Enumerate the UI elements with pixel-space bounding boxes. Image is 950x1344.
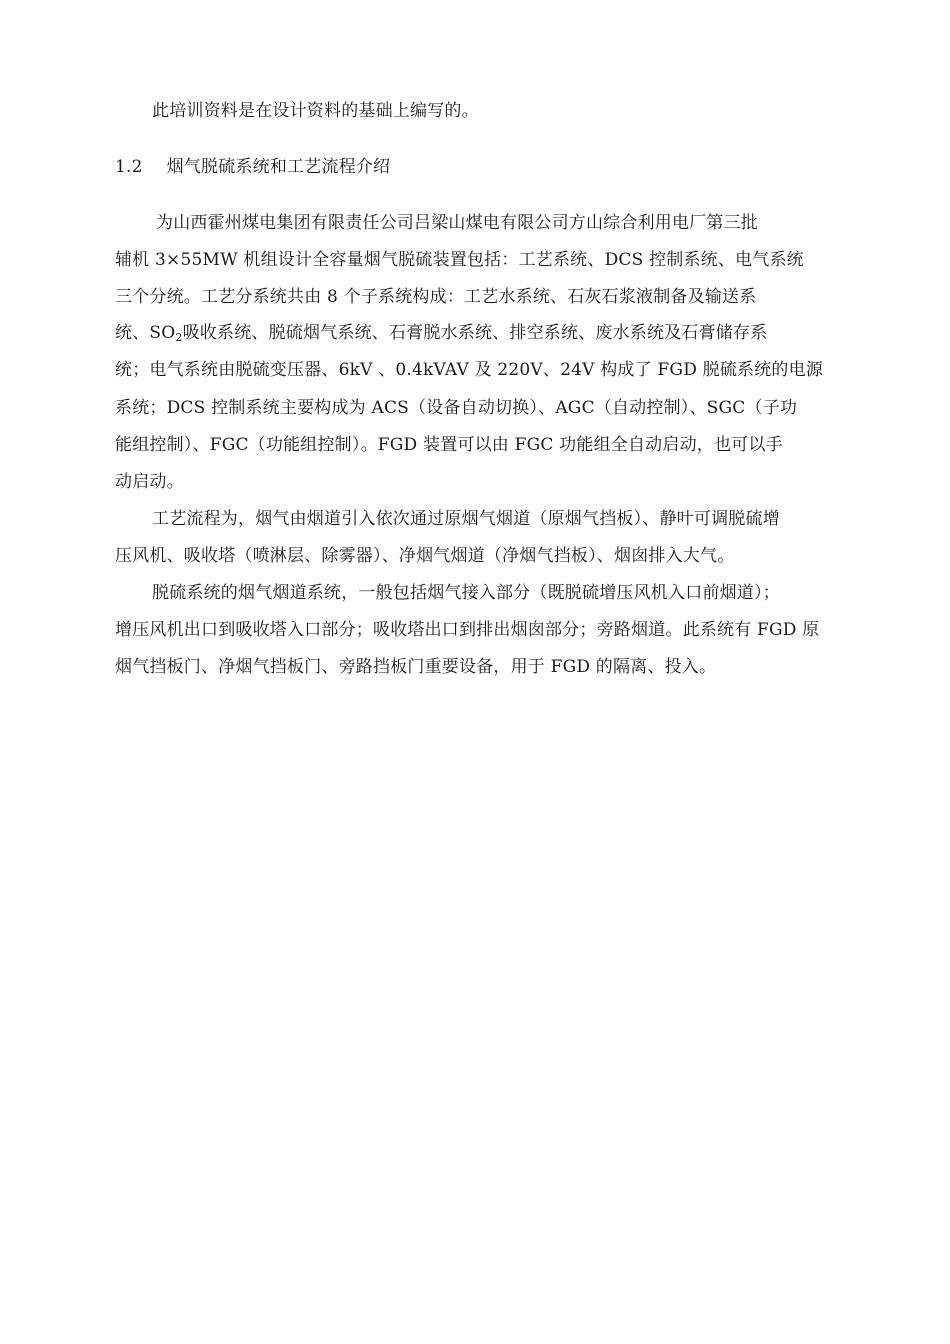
text-segment: 统、SO — [115, 323, 176, 343]
paragraph-line: 增压风机出口到吸收塔入口部分；吸收塔出口到排出烟囱部分；旁路烟道。此系统有 FGD 原 — [115, 620, 820, 640]
paragraph-line — [115, 322, 767, 349]
paragraph-line: 烟气挡板门、净烟气挡板门、旁路挡板门重要设备，用于 FGD 的隔离、投入。 — [115, 657, 717, 677]
paragraph-line: 脱硫系统的烟气烟道系统，一般包括烟气接入部分（既脱硫增压风机入口前烟道）； — [152, 583, 780, 603]
intro-line: 此培训资料是在设计资料的基础上编写的。 — [152, 101, 479, 121]
section-number: 1.2 — [115, 157, 143, 177]
text-segment: 吸收系统、脱硫烟气系统、石膏脱水系统、排空系统、废水系统及石膏储存系 — [182, 323, 768, 343]
paragraph-line: 压风机、吸收塔（喷淋层、除雾器）、净烟气烟道（净烟气挡板）、烟囱排入大气。 — [115, 546, 735, 566]
paragraph-line: 能组控制）、FGC（功能组控制）。FGD 装置可以由 FGC 功能组全自动启动，也可以手 — [115, 435, 783, 455]
paragraph-line: 动启动。 — [115, 472, 184, 492]
paragraph-line: 系统；DCS 控制系统主要构成为 ACS（设备自动切换）、AGC（自动控制）、SGC（子功 — [115, 398, 798, 418]
section-heading — [115, 156, 390, 178]
subscript: 2 — [175, 331, 183, 344]
paragraph-line: 工艺流程为，烟气由烟道引入依次通过原烟气烟道（原烟气挡板）、静叶可调脱硫增 — [152, 509, 780, 529]
paragraph-line: 辅机 3×55MW 机组设计全容量烟气脱硫装置包括：工艺系统、DCS 控制系统、电气系统 — [115, 250, 804, 270]
paragraph-line: 三个分统。工艺分系统共由 8 个子系统构成：工艺水系统、石灰石浆液制备及输送系 — [115, 287, 757, 307]
paragraph-line: 为山西霍州煤电集团有限责任公司吕梁山煤电有限公司方山综合利用电厂第三批 — [156, 213, 758, 233]
section-title: 烟气脱硫系统和工艺流程介绍 — [166, 157, 391, 177]
paragraph-line: 统；电气系统由脱硫变压器、6kV 、0.4kVAV 及 220V、24V 构成了 FGD 脱硫系统的电源 — [115, 360, 824, 380]
